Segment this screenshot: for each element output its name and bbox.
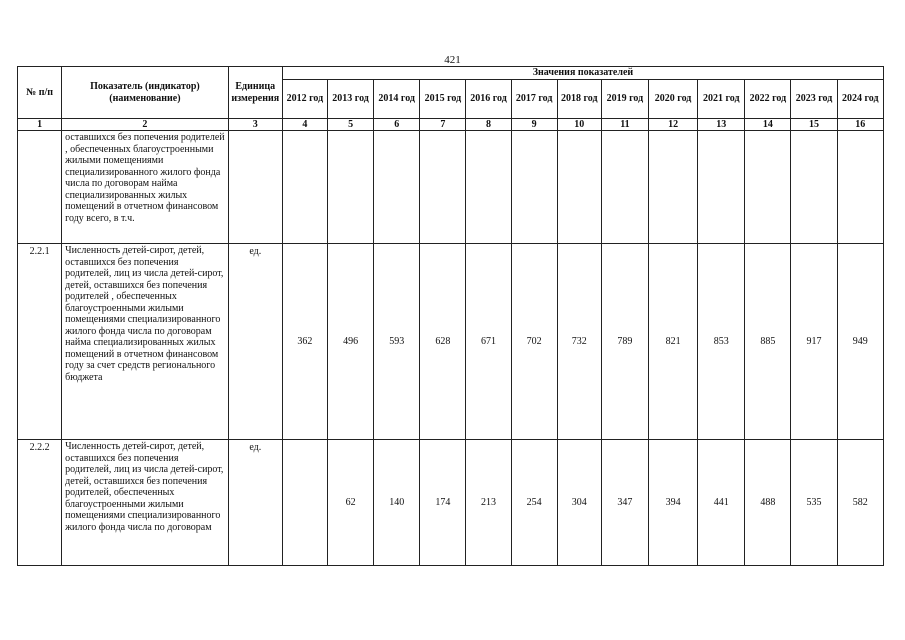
header-year: 2022 год xyxy=(745,80,791,119)
value-cell: 62 xyxy=(328,440,374,566)
column-number: 3 xyxy=(228,119,282,131)
header-year: 2012 год xyxy=(282,80,327,119)
header-year: 2023 год xyxy=(791,80,837,119)
row-number: 2.2.1 xyxy=(18,244,62,440)
value-cell: 254 xyxy=(511,440,557,566)
column-number: 10 xyxy=(557,119,601,131)
value-cell: 593 xyxy=(374,244,420,440)
header-indicator: Показатель (индикатор) (наименование) xyxy=(62,67,229,119)
column-number: 8 xyxy=(466,119,511,131)
value-cell: 702 xyxy=(511,244,557,440)
column-number: 6 xyxy=(374,119,420,131)
value-cell: 853 xyxy=(698,244,745,440)
header-year: 2013 год xyxy=(328,80,374,119)
value-cell: 488 xyxy=(745,440,791,566)
header-year: 2018 год xyxy=(557,80,601,119)
value-cell: 628 xyxy=(420,244,466,440)
value-cell: 304 xyxy=(557,440,601,566)
row-number: 2.2.2 xyxy=(18,440,62,566)
header-year: 2017 год xyxy=(511,80,557,119)
value-cell: 441 xyxy=(698,440,745,566)
header-num: № п/п xyxy=(18,67,62,119)
value-cell: 347 xyxy=(601,440,648,566)
value-cell: 496 xyxy=(328,244,374,440)
unit-of-measure: ед. xyxy=(228,244,282,440)
value-cell: 535 xyxy=(791,440,837,566)
value-cell: 732 xyxy=(557,244,601,440)
unit-of-measure: ед. xyxy=(228,440,282,566)
value-cell xyxy=(466,131,511,244)
value-cell: 821 xyxy=(649,244,698,440)
value-cell xyxy=(837,131,883,244)
column-number: 12 xyxy=(649,119,698,131)
header-values-group: Значения показателей xyxy=(282,67,883,80)
column-number: 11 xyxy=(601,119,648,131)
value-cell: 885 xyxy=(745,244,791,440)
header-unit: Единица измерения xyxy=(228,67,282,119)
unit-of-measure xyxy=(228,131,282,244)
value-cell: 949 xyxy=(837,244,883,440)
indicator-name: Численность детей-сирот, детей, оставшихся без попечения родителей, лиц из числа детей-сирот, детей, оставшихся без попечения родителей , обеспеченных благоустроенными жилыми помещениями специализированного жилого фонда числа по договорам найма специализированных жилых помещений в отчетном финансовом году за счет средств регионального бюджета xyxy=(65,245,224,383)
column-number: 14 xyxy=(745,119,791,131)
value-cell xyxy=(282,440,327,566)
value-cell: 789 xyxy=(601,244,648,440)
column-number: 15 xyxy=(791,119,837,131)
value-cell xyxy=(601,131,648,244)
column-number: 16 xyxy=(837,119,883,131)
value-cell xyxy=(649,131,698,244)
value-cell xyxy=(282,131,327,244)
value-cell: 917 xyxy=(791,244,837,440)
header-year: 2016 год xyxy=(466,80,511,119)
value-cell xyxy=(557,131,601,244)
value-cell: 174 xyxy=(420,440,466,566)
value-cell: 140 xyxy=(374,440,420,566)
value-cell xyxy=(328,131,374,244)
header-year: 2015 год xyxy=(420,80,466,119)
header-year: 2024 год xyxy=(837,80,883,119)
table-row xyxy=(18,440,884,566)
value-cell: 362 xyxy=(282,244,327,440)
value-cell xyxy=(791,131,837,244)
indicators-table xyxy=(17,66,884,566)
column-number: 9 xyxy=(511,119,557,131)
indicator-name: оставшихся без попечения родителей , обеспеченных благоустроенными жилыми помещениями специализированного жилого фонда числа по договорам найма специализированных жилых помещений в отчетном финансовом году всего, в т.ч. xyxy=(65,132,225,224)
value-cell xyxy=(511,131,557,244)
value-cell: 394 xyxy=(649,440,698,566)
column-number: 2 xyxy=(62,119,229,131)
column-number: 13 xyxy=(698,119,745,131)
table-row xyxy=(18,131,884,244)
header-year: 2019 год xyxy=(601,80,648,119)
page-number: 421 xyxy=(444,54,461,66)
column-number: 5 xyxy=(328,119,374,131)
value-cell: 671 xyxy=(466,244,511,440)
indicator-name: Численность детей-сирот, детей, оставшихся без попечения родителей, лиц из числа детей-сирот, детей, оставшихся без попечения родителей, обеспеченных благоустроенными жилыми помещениями специализированного жилого фонда числа по договорам xyxy=(65,441,224,533)
value-cell: 213 xyxy=(466,440,511,566)
column-number: 4 xyxy=(282,119,327,131)
column-number: 1 xyxy=(18,119,62,131)
value-cell xyxy=(698,131,745,244)
column-number: 7 xyxy=(420,119,466,131)
value-cell xyxy=(374,131,420,244)
table-row xyxy=(18,244,884,440)
header-year: 2020 год xyxy=(649,80,698,119)
value-cell xyxy=(420,131,466,244)
row-number xyxy=(18,131,62,244)
value-cell xyxy=(745,131,791,244)
header-year: 2014 год xyxy=(374,80,420,119)
header-year: 2021 год xyxy=(698,80,745,119)
value-cell: 582 xyxy=(837,440,883,566)
